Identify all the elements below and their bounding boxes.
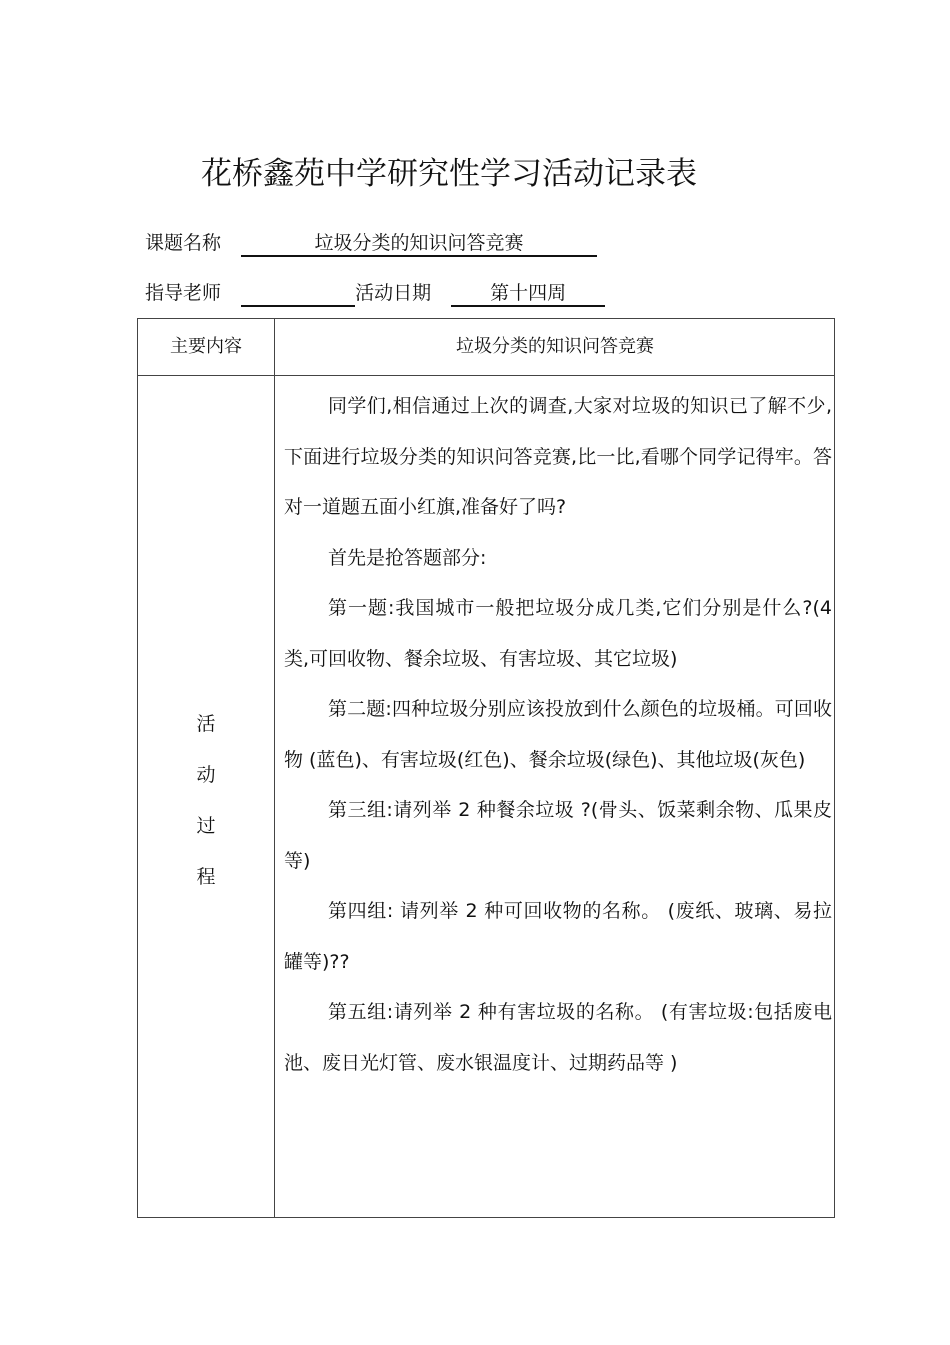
- topic-value-text: 垃圾分类的知识问答竞赛: [314, 232, 524, 254]
- side-char: 动: [196, 764, 216, 786]
- activity-process-label: [138, 699, 274, 903]
- question-2: 第二题:四种垃圾分别应该投放到什么颜色的垃圾桶。可回收物 (蓝色)、有害垃圾(红色)、餐余垃圾(绿色)、其他垃圾(灰色): [284, 698, 832, 771]
- table-column-divider: [274, 319, 275, 1217]
- date-value-text: 第十四周: [490, 282, 567, 304]
- header-topic-value: 垃圾分类的知识问答竞赛: [456, 336, 654, 357]
- question-4: 第四组: 请列举 2 种可回收物的名称。 (废纸、玻璃、易拉罐等)??: [284, 900, 832, 973]
- topic-label: 课题名称: [145, 232, 222, 254]
- topic-value: [241, 231, 597, 257]
- header-main-content-label: 主要内容: [170, 336, 242, 357]
- side-char: 活: [196, 713, 216, 735]
- page-title: 花桥鑫苑中学研究性学习活动记录表: [201, 156, 697, 192]
- quiz-section-heading: 首先是抢答题部分:: [328, 546, 487, 569]
- intro-paragraph: 同学们,相信通过上次的调查,大家对垃圾的知识已了解不少,下面进行垃圾分类的知识问答竞赛,比一比,看哪个同学记得牢。答对一道题五面小红旗,准备好了吗?: [284, 395, 832, 518]
- record-table: [137, 318, 835, 1218]
- side-char: 过: [196, 815, 216, 837]
- question-3: 第三组:请列举 2 种餐余垃圾 ?(骨头、饭菜剩余物、瓜果皮等): [284, 799, 832, 872]
- question-1: 第一题:我国城市一般把垃圾分成几类,它们分别是什么?(4 类,可回收物、餐余垃圾、有害垃圾、其它垃圾): [284, 597, 832, 670]
- table-row-divider: [138, 375, 834, 376]
- side-char: 程: [196, 866, 216, 888]
- question-5: 第五组:请列举 2 种有害垃圾的名称。 (有害垃圾:包括废电池、废日光灯管、废水银温度计、过期药品等 ): [284, 1001, 832, 1074]
- date-value: [451, 281, 605, 307]
- advisor-date-row: [145, 278, 605, 308]
- activity-content: [284, 381, 832, 1088]
- advisor-value: [241, 281, 355, 307]
- date-label: 活动日期: [355, 282, 432, 304]
- advisor-label: 指导老师: [145, 282, 222, 304]
- topic-row: [145, 228, 597, 258]
